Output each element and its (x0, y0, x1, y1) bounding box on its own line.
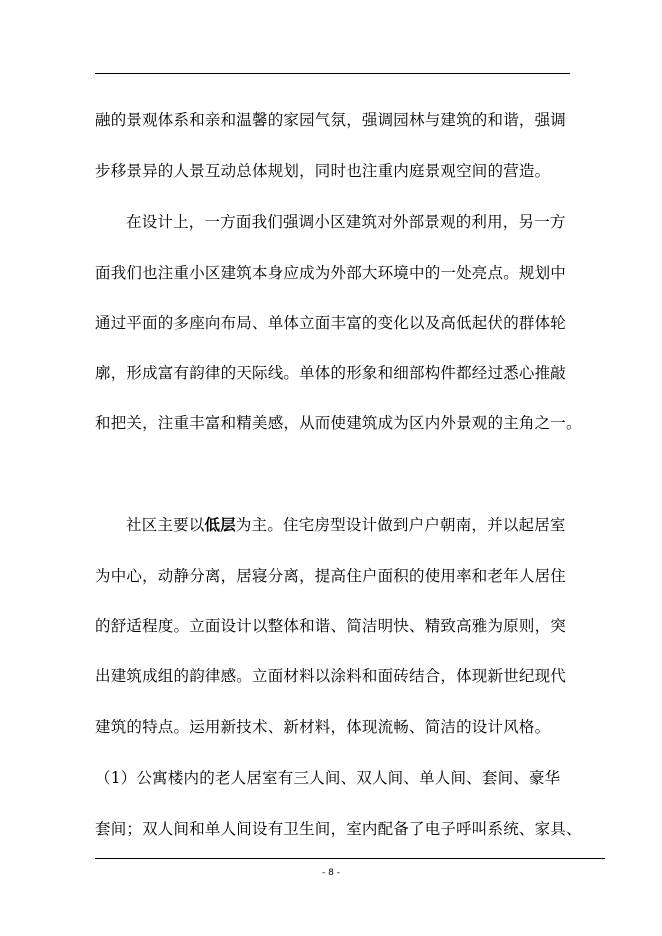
paragraph-3-line-2: 为中心，动静分离，居寝分离，提高住户面积的使用率和老年人居住 (95, 567, 567, 585)
paragraph-2-line-1: 在设计上，一方面我们强调小区建筑对外部景观的利用，另一方 (126, 213, 566, 231)
paragraph-4-line-1: （1）公寓楼内的老人居室有三人间、双人间、单人间、套间、豪华 (95, 769, 561, 787)
paragraph-2-line-4: 廓，形成富有韵律的天际线。单体的形象和细部构件都经过悉心推敲 (95, 364, 567, 382)
paragraph-1-line-2: 步移景异的人景互动总体规划，同时也注重内庭景观空间的营造。 (95, 162, 551, 180)
paragraph-2-line-5: 和把关，注重丰富和精美感，从而使建筑成为区内外景观的主角之一。 (95, 414, 582, 432)
paragraph-3-line-5: 建筑的特点。运用新技术、新材料，体现流畅、简洁的设计风格。 (95, 718, 551, 736)
paragraph-3-suffix: 为主。住宅房型设计做到户户朝南，并以起居室 (235, 516, 566, 534)
paragraph-3-line-1 (126, 515, 606, 535)
header-rule (95, 73, 570, 74)
paragraph-2-line-2: 面我们也注重小区建筑本身应成为外部大环境中的一处亮点。规划中 (95, 264, 567, 282)
paragraph-1-line-1: 融的景观体系和亲和温馨的家园气氛，强调园林与建筑的和谐，强调 (95, 111, 567, 129)
paragraph-3-bold-term: 低层 (204, 515, 236, 534)
paragraph-3-prefix: 社区主要以 (126, 516, 205, 534)
paragraph-3-line-3: 的舒适程度。立面设计以整体和谐、简洁明快、精致高雅为原则，突 (95, 617, 567, 635)
paragraph-2-line-3: 通过平面的多座向布局、单体立面丰富的变化以及高低起伏的群体轮 (95, 314, 567, 332)
paragraph-4-line-2: 套间；双人间和单人间设有卫生间，室内配备了电子呼叫系统、家具、 (95, 820, 582, 838)
page-number: - 8 - (322, 868, 340, 878)
footer-rule (95, 858, 605, 859)
paragraph-3-line-4: 出建筑成组的韵律感。立面材料以涂料和面砖结合，体现新世纪现代 (95, 667, 567, 685)
